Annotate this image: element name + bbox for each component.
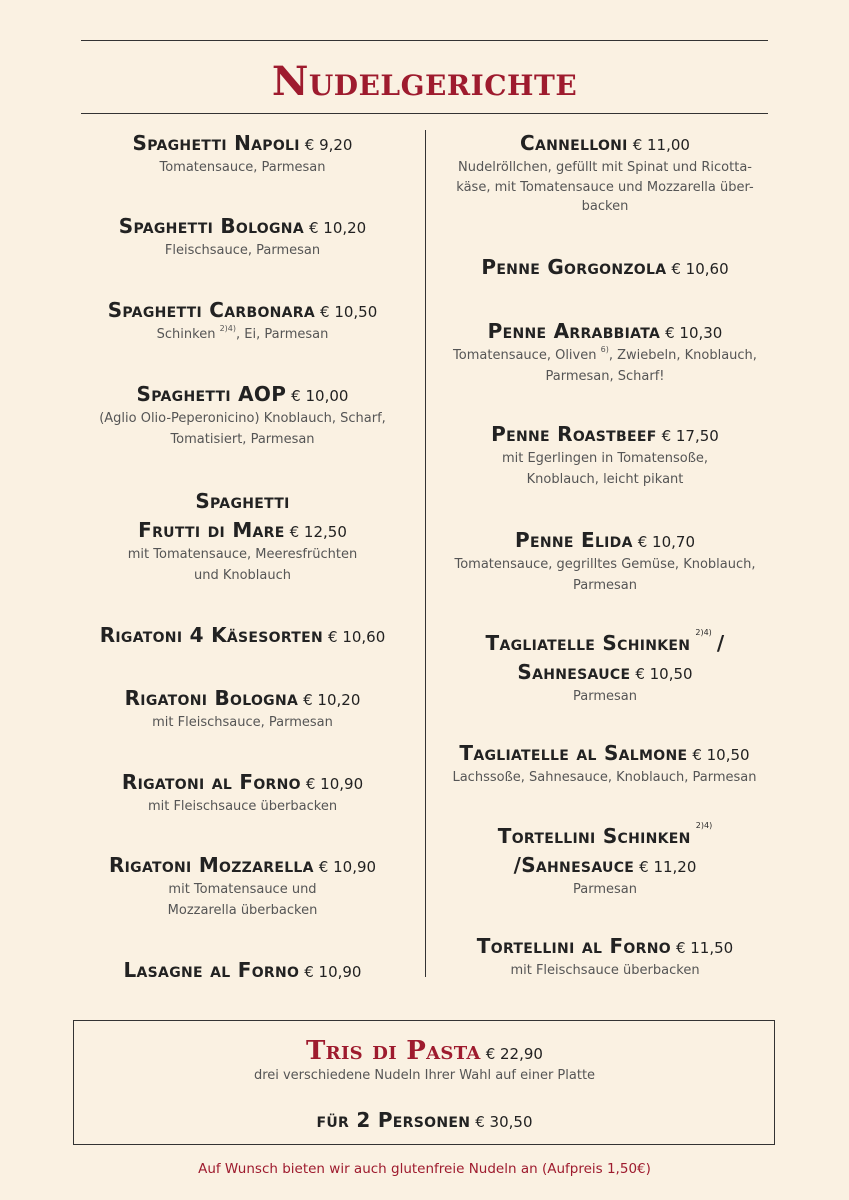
dish-description (440, 346, 770, 367)
dish-name: Tagliatelle Schinken (485, 631, 691, 655)
dish-description: mit Fleischsauce überbacken (510, 963, 700, 978)
title-rule (81, 113, 768, 114)
menu-item (80, 380, 405, 451)
special-name: Tris di Pasta (306, 1036, 481, 1066)
dish-description: Parmesan, Scharf! (545, 368, 665, 384)
persons-price: € 30,50 (475, 1113, 533, 1131)
dish-price: € 10,50 (635, 665, 693, 683)
dish-price: € 10,60 (328, 628, 386, 646)
dish-description: mit Egerlingen in Tomatensoße, (501, 451, 709, 466)
dish-price: € 10,30 (665, 324, 723, 342)
dish-description: Tomatensauce, Parmesan (159, 160, 326, 175)
dish-name: / (716, 631, 725, 655)
dish-price: € 9,20 (304, 136, 353, 154)
dish-price: € 10,20 (308, 219, 367, 237)
desc-text: , Zwiebeln, Knoblauch, (608, 348, 757, 363)
dish-name: Tagliatelle al Salmone (459, 741, 688, 765)
desc-text: Schinken (156, 327, 216, 342)
column-divider (425, 130, 426, 977)
menu-item (440, 932, 770, 982)
dish-description: Tomatisiert, Parmesan (170, 431, 315, 447)
menu-item (80, 851, 405, 922)
menu-item (80, 129, 405, 179)
dish-name: Rigatoni al Forno (121, 770, 301, 794)
dish-description: backen (581, 199, 629, 214)
menu-item (80, 487, 405, 587)
allergen-note: 6) (600, 345, 609, 354)
dish-description: Tomatensauce, gegrilltes Gemüse, Knoblauch, (454, 557, 756, 572)
dish-name: Rigatoni Mozzarella (108, 853, 314, 877)
allergen-note: 2)4) (695, 628, 712, 637)
dish-name: Spaghetti Carbonara (107, 298, 316, 322)
dish-name: Tortellini al Forno (476, 934, 671, 958)
dish-name: Lasagne al Forno (123, 958, 300, 982)
dish-price: € 10,90 (318, 858, 377, 876)
dish-description: mit Tomatensauce, Meeresfrüchten (127, 547, 358, 562)
dish-price: € 12,50 (289, 523, 347, 541)
menu-item (432, 739, 777, 789)
dish-name: Penne Roastbeef (491, 422, 657, 446)
dish-name: Rigatoni 4 Käsesorten (99, 623, 324, 647)
dish-description: mit Fleischsauce überbacken (147, 799, 338, 814)
menu-item (440, 420, 770, 491)
special-persons (0, 1108, 849, 1132)
menu-item (80, 768, 405, 818)
dish-description: Parmesan (573, 689, 637, 704)
desc-text: , Ei, Parmesan (236, 327, 329, 342)
desc-text: Tomatensauce, Oliven (453, 348, 597, 363)
dish-price: € 10,90 (304, 963, 362, 981)
dish-description: käse, mit Tomatensauce und Mozzarella über- (456, 179, 754, 195)
dish-name: /Sahnesauce (513, 853, 635, 877)
dish-description: und Knoblauch (193, 567, 292, 583)
dish-name: Frutti di Mare (138, 518, 285, 542)
special-item (0, 1036, 849, 1087)
dish-price: € 11,00 (632, 136, 690, 154)
menu-item (80, 296, 405, 346)
dish-description (80, 325, 405, 346)
dish-price: € 11,20 (639, 858, 697, 876)
menu-item (80, 956, 405, 985)
dish-price: € 10,50 (692, 746, 750, 764)
dish-description: Mozzarella überbacken (167, 902, 318, 918)
dish-description: Parmesan (573, 882, 637, 897)
allergen-note: 2)4) (219, 324, 236, 333)
dish-description: Lachssoße, Sahnesauce, Knoblauch, Parmesan (452, 770, 757, 785)
allergen-note: 2)4) (695, 821, 713, 830)
dish-price: € 11,50 (675, 939, 734, 957)
dish-name: Tortellini Schinken (497, 824, 691, 848)
dish-name: Penne Gorgonzola (481, 255, 667, 279)
dish-price: € 10,90 (305, 775, 364, 793)
menu-item (440, 629, 770, 708)
menu-item (440, 526, 770, 597)
dish-description: Parmesan (573, 577, 637, 593)
menu-item (440, 253, 770, 282)
dish-name: Sahnesauce (517, 660, 631, 684)
dish-price: € 10,20 (303, 691, 361, 709)
menu-item (440, 317, 770, 388)
dish-name: Spaghetti (195, 489, 290, 513)
special-price: € 22,90 (485, 1045, 543, 1063)
dish-price: € 10,60 (671, 260, 729, 278)
dish-description: Nudelröllchen, gefüllt mit Spinat und Ricotta- (458, 160, 752, 175)
dish-description: Fleischsauce, Parmesan (164, 243, 321, 258)
dish-name: Cannelloni (520, 131, 628, 155)
dish-description: (Aglio Olio-Peperonicino) Knoblauch, Scharf, (99, 411, 386, 426)
dish-name: Penne Arrabbiata (487, 319, 661, 343)
dish-name: Spaghetti AOP (136, 382, 287, 406)
dish-name: Penne Elida (515, 528, 633, 552)
dish-price: € 17,50 (661, 427, 719, 445)
footer-note: Auf Wunsch bieten wir auch glutenfreie Nudeln an (Aufpreis 1,50€) (198, 1161, 651, 1177)
dish-description: Knoblauch, leicht pikant (526, 471, 684, 487)
dish-name: Spaghetti Napoli (132, 131, 300, 155)
dish-price: € 10,70 (637, 533, 695, 551)
menu-item (440, 129, 770, 217)
dish-name: Spaghetti Bologna (118, 214, 304, 238)
dish-description: mit Tomatensauce und (168, 882, 317, 897)
top-rule (81, 40, 768, 41)
menu-item (440, 822, 770, 901)
menu-item (80, 684, 405, 734)
persons-label: für 2 Personen (316, 1108, 471, 1132)
dish-price: € 10,50 (320, 303, 378, 321)
dish-name: Rigatoni Bologna (124, 686, 299, 710)
menu-item (80, 212, 405, 262)
special-description: drei verschiedene Nudeln Ihrer Wahl auf einer Platte (253, 1068, 596, 1083)
page-title: Nudelgerichte (271, 58, 578, 105)
dish-description: mit Fleischsauce, Parmesan (152, 715, 333, 730)
dish-price: € 10,00 (291, 387, 349, 405)
menu-item (75, 621, 410, 650)
